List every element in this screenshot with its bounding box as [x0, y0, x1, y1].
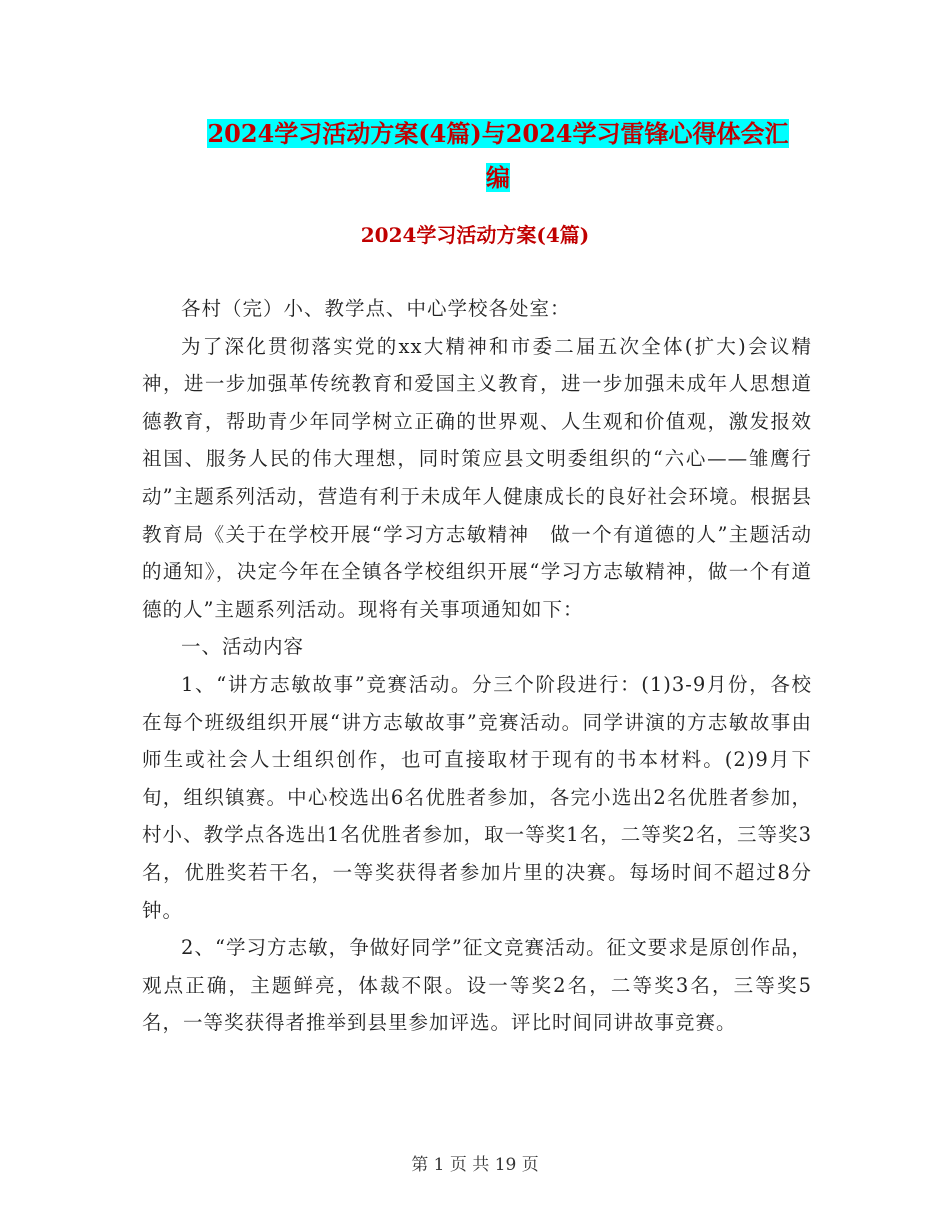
section-title: 2024学习活动方案(4篇) — [360, 223, 590, 247]
title-line-1: 2024学习活动方案(4篇)与2024学习雷锋心得体会汇 — [207, 119, 789, 148]
paragraph-item-1: 1、“讲方志敏故事”竞赛活动。分三个阶段进行：(1)3-9月份，各校在每个班级组织开展“讲方志敏故事”竞赛活动。同学讲演的方志敏故事由师生或社会人士组织创作，也可直接取材于现有的书本材料。(2)9月下旬，组织镇赛。中心校选出6名优胜者参加，各完小选出2名优胜者参加，村小、教学点各选出1名优胜者参加，取一等奖1名，二等奖2名，三等奖3名，优胜奖若干名，一等奖获得者参加片里的决赛。每场时间不超过8分钟。 — [142, 672, 812, 922]
title-line-2: 编 — [486, 163, 510, 192]
document-body — [142, 290, 812, 1042]
paragraph-salutation: 各村（完）小、教学点、中心学校各处室： — [181, 297, 571, 320]
document-title — [188, 112, 808, 200]
paragraph-heading-content: 一、活动内容 — [181, 635, 305, 659]
paragraph-intro: 为了深化贯彻落实党的xx大精神和市委二届五次全体(扩大)会议精神，进一步加强革传统教育和爱国主义教育，进一步加强未成年人思想道德教育，帮助青少年同学树立正确的世界观、人生观和价值观，激发报效祖国、服务人民的伟大理想，同时策应县文明委组织的“六心——雏鹰行动”主题系列活动，营造有利于未成年人健康成长的良好社会环境。根据县教育局《关于在学校开展“学习方志敏精神 做一个有道德的人”主题活动的通知》，决定今年在全镇各学校组织开展“学习方志敏精神，做一个有道德的人”主题系列活动。现将有关事项通知如下： — [142, 334, 812, 621]
page-footer: 第 1 页 共 19 页 — [411, 1155, 539, 1175]
paragraph-item-2: 2、“学习方志敏，争做好同学”征文竞赛活动。征文要求是原创作品，观点正确，主题鲜亮，体裁不限。设一等奖2名，二等奖3名，三等奖5名，一等奖获得者推举到县里参加评选。评比时间同讲故事竞赛。 — [142, 936, 812, 1035]
